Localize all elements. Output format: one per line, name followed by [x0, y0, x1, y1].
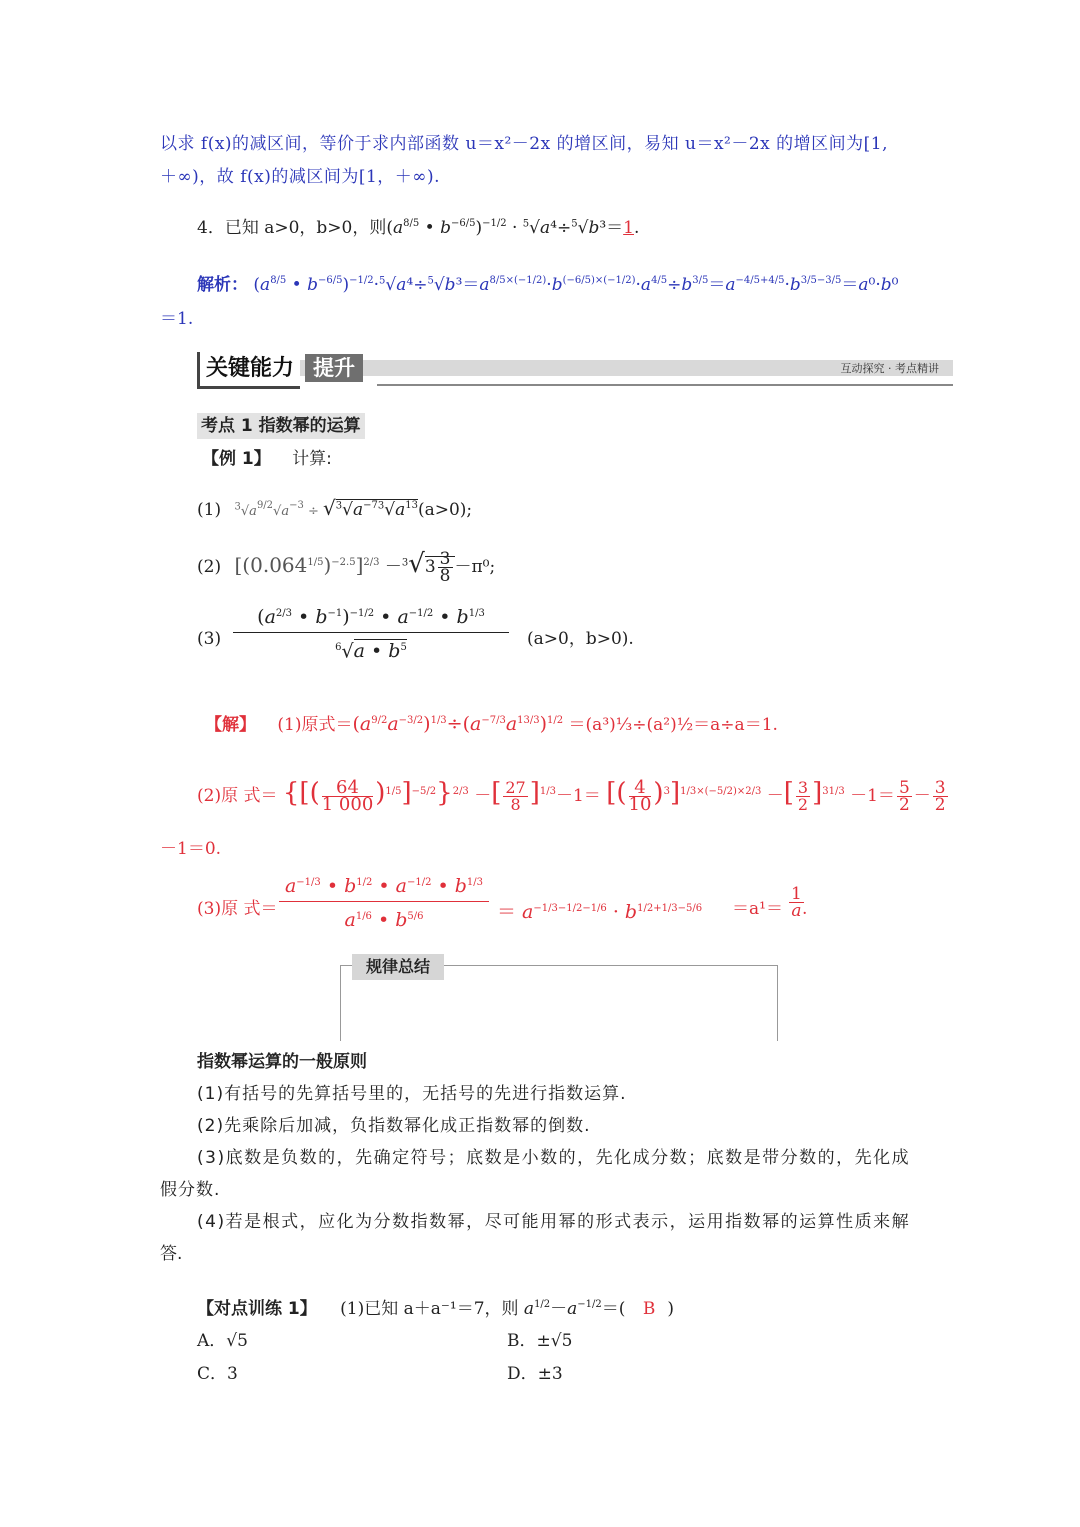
practice-question-text: (1)已知 a＋a⁻¹＝7，则 — [340, 1299, 519, 1319]
option-a[interactable]: A．√5 — [197, 1331, 248, 1351]
solution-part-2: (2)原 式＝ {[( $\frac{64}{1 000}$ )$^{1/5}$]$^{-5/2}$}$^{2/3}$ －[ $\frac{27}{8}$ ]$^{1/3}$－1＝ [( $\frac{4}{10}$ )$^3$]$^{1/3\times(-5/2)\times 2/3}$ －[ $\frac{3}{2}$ ]$^{31/3}$ －1＝ $\frac{5}{2}$ － $\frac{3}{2}$ — [197, 777, 946, 815]
option-b[interactable]: B．±√5 — [507, 1331, 573, 1351]
summary-rule-4: (4)若是根式，应化为分数指数幂，尽可能用幂的形式表示，运用指数幂的运算性质来解 — [197, 1212, 911, 1232]
banner-rule — [377, 384, 953, 386]
question-4: 4．已知 a>0，b>0，则($a^{8/5}$ • $b^{-6/5})^{-1/2} \cdot ^5√a^4\div^5√b^3=1$. — [197, 218, 640, 238]
item-2-number: (2) — [197, 557, 222, 577]
question-4-analysis: 解析： ($a^{8/5}$ • $b^{-6/5})^{-1/2}\cdot^5√a^4\div^5√b^3=a^{8/5\times(-1/2)}\cdot b^{(-6/5)\times(-1/2)}\cdot a^{4/5}\div b^{3/5}=a^{-4/5+4/5}\cdot b^{3/5-3/5}=a^0\cdot b^0$ — [197, 275, 899, 295]
practice-question: 【对点训练 1】 (1)已知 a＋a⁻¹＝7，则 $a^{1/2}-a^{-1/2}=$( B ) — [197, 1299, 674, 1319]
summary-heading: 指数幂运算的一般原则 — [197, 1052, 367, 1072]
solution-3-tail: ＝a¹＝ — [732, 899, 783, 919]
item-3-number: (3) — [197, 629, 222, 649]
example-item-2: (2) $[(0.064^{1/5})^{-2.5}]^{2/3} -^3√3$ $\frac{3}{8}$ －π⁰; — [197, 549, 496, 586]
solution-3-head: (3)原 式＝ — [197, 899, 278, 919]
solution-label: 【解】 — [205, 715, 256, 735]
summary-rule-3-cont: 假分数. — [160, 1180, 221, 1200]
example-prompt: 计算: — [292, 449, 332, 469]
solution-2-head: (2)原 式＝ — [197, 786, 278, 806]
practice-answer: B — [642, 1299, 656, 1319]
solution-1-tail: ＝(a³)⅓÷(a²)½＝a÷a＝1. — [568, 715, 778, 735]
solution-part-1: 【解】 (1)原式$=(a^{9/2}a^{-3/2})^{1/3}\div(a^{-7/3}a^{13/3})^{1/2}$ ＝(a³)⅓÷(a²)½＝a÷a＝1. — [205, 713, 778, 735]
item-1-condition: (a>0); — [417, 500, 473, 520]
analysis-label: 解析： — [197, 275, 248, 295]
summary-rule-1: (1)有括号的先算括号里的，无括号的先进行指数运算. — [197, 1084, 627, 1104]
banner-subtitle: 互动探究 · 考点精讲 — [840, 362, 939, 375]
summary-tab: 规律总结 — [352, 954, 444, 980]
analysis-tail: ＝1. — [160, 309, 194, 329]
topic-heading: 考点 1 指数幂的运算 — [197, 413, 365, 439]
option-c[interactable]: C．3 — [197, 1364, 238, 1384]
question-4-label: 4．已知 a>0，b>0，则 — [197, 218, 387, 238]
banner-highlight: 提升 — [305, 354, 363, 382]
item-1-number: (1) — [197, 500, 222, 520]
question-4-answer: 1 — [623, 218, 634, 238]
banner-title: 关键能力 — [197, 352, 300, 389]
example-1-header — [202, 448, 332, 470]
intro-line-1: 以求 f(x)的减区间，等价于求内部函数 u＝x²－2x 的增区间，易知 u＝x²－2x 的增区间为[1, — [160, 134, 889, 154]
example-item-1: (1) $^3√a^{9/2}√a^{-3} \div √^3√a^{-73}√a^{13}(a>0)$; — [197, 496, 473, 520]
summary-rule-2: (2)先乘除后加减，负指数幂化成正指数幂的倒数. — [197, 1116, 591, 1136]
solution-2-continuation: －1＝0. — [160, 839, 222, 859]
example-label: 【例 1】 — [202, 449, 271, 469]
summary-rule-3: (3)底数是负数的，先确定符号；底数是小数的，先化成分数；底数是带分数的，先化成 — [197, 1148, 911, 1168]
solution-1-head: (1)原式＝ — [277, 715, 353, 735]
document-page: 以求 f(x)的减区间，等价于求内部函数 u＝x²－2x 的增区间，易知 u＝x²－2x 的增区间为[1, ＋∞)，故 f(x)的减区间为[1，＋∞). 4．已知 a>0，b>0，则($a^{8/5}$ • $b^{-6/5})^{-1/2} \cdot ^5√a^4\div^5√b^3=1$. 解析： ($a^{8/5}$ • $b^{-6/5})^{-1/2}\cdot^5√a^4\div^5√b^3=a^{8/5\times(-1/2)}\cdot b^{(-6/5)\times(-1/2)}\cdot a^{4/5}\div b^{3/5}=a^{-4/5+4/5}\cdot b^{3/5-3/5}=a^0\cdot b^0$ ＝1. 关键能力 提升 互动探究 · 考点精讲 考点 1 指数幂的运算 【例 1】 计算: (1) $^3√a^{9/2}√a^{-3} \div √^3√a^{-73}√a^{13}(a>0)$; (2) $[(0.064^{1/5})^{-2.5}]^{2/3} -^3√3$ $\frac{3}{8}$ －π⁰; (3) ($a^{2/3}$ • $b^{-1})^{-1/2}$ • $a^{-1/2}$ • $b^{1/3}$ $^6$√a • $b^5$ (a>0，b>0). 【解】 (1)原式$=(a^{9/2}a^{-3/2})^{1/3}\div(a^{-7/3}a^{13/3})^{1/2}$ ＝(a³)⅓÷(a²)½＝a÷a＝1. (2)原 式＝ {[( $\frac{64}{1 000}$ )$^{1/5}$]$^{-5/2}$}$^{2/3}$ －[ $\frac{27}{8}$ ]$^{1/3}$－1＝ [( $\frac{4}{10}$ )$^3$]$^{1/3\times(-5/2)\times 2/3}$ －[ $\frac{3}{2}$ ]$^{31/3}$ －1＝ $\frac{5}{2}$ － $\frac{3}{2}$ －1＝0. (3)原 式＝ $a^{-1/3}$ • $b^{1/2}$ • $a^{-1/2}$ • $b^{1/3}$ $a^{1/6}$ • $b^{5/6}$ ＝ $a^{-1/3-1/2-1/6} \cdot b^{1/2+1/3-5/6}$ ＝a¹＝ $\frac{1}{a}$ . 规律总结 指数幂运算的一般原则 (1)有括号的先算括号里的，无括号的先进行指数运算. (2)先乘除后加减，负指数幂化成正指数幂的倒数. (3)底数是负数的，先确定符号；底数是小数的，先化成分数；底数是带分数的，先化成 假分数. (4)若是根式，应化为分数指数幂，尽可能用幂的形式表示，运用指数幂的运算性质来解 答. 【对点训练 1】 (1)已知 a＋a⁻¹＝7，则 $a^{1/2}-a^{-1/2}=$( B ) A．√5 B．±√5 C．3 D．±3 — [0, 0, 1080, 1527]
section-banner — [197, 350, 953, 388]
option-d[interactable]: D．±3 — [507, 1364, 563, 1384]
item-3-condition: (a>0，b>0). — [527, 629, 634, 649]
practice-label: 【对点训练 1】 — [197, 1299, 317, 1319]
summary-rule-4-cont: 答. — [160, 1244, 183, 1264]
intro-line-2: ＋∞)，故 f(x)的减区间为[1，＋∞). — [160, 167, 440, 187]
